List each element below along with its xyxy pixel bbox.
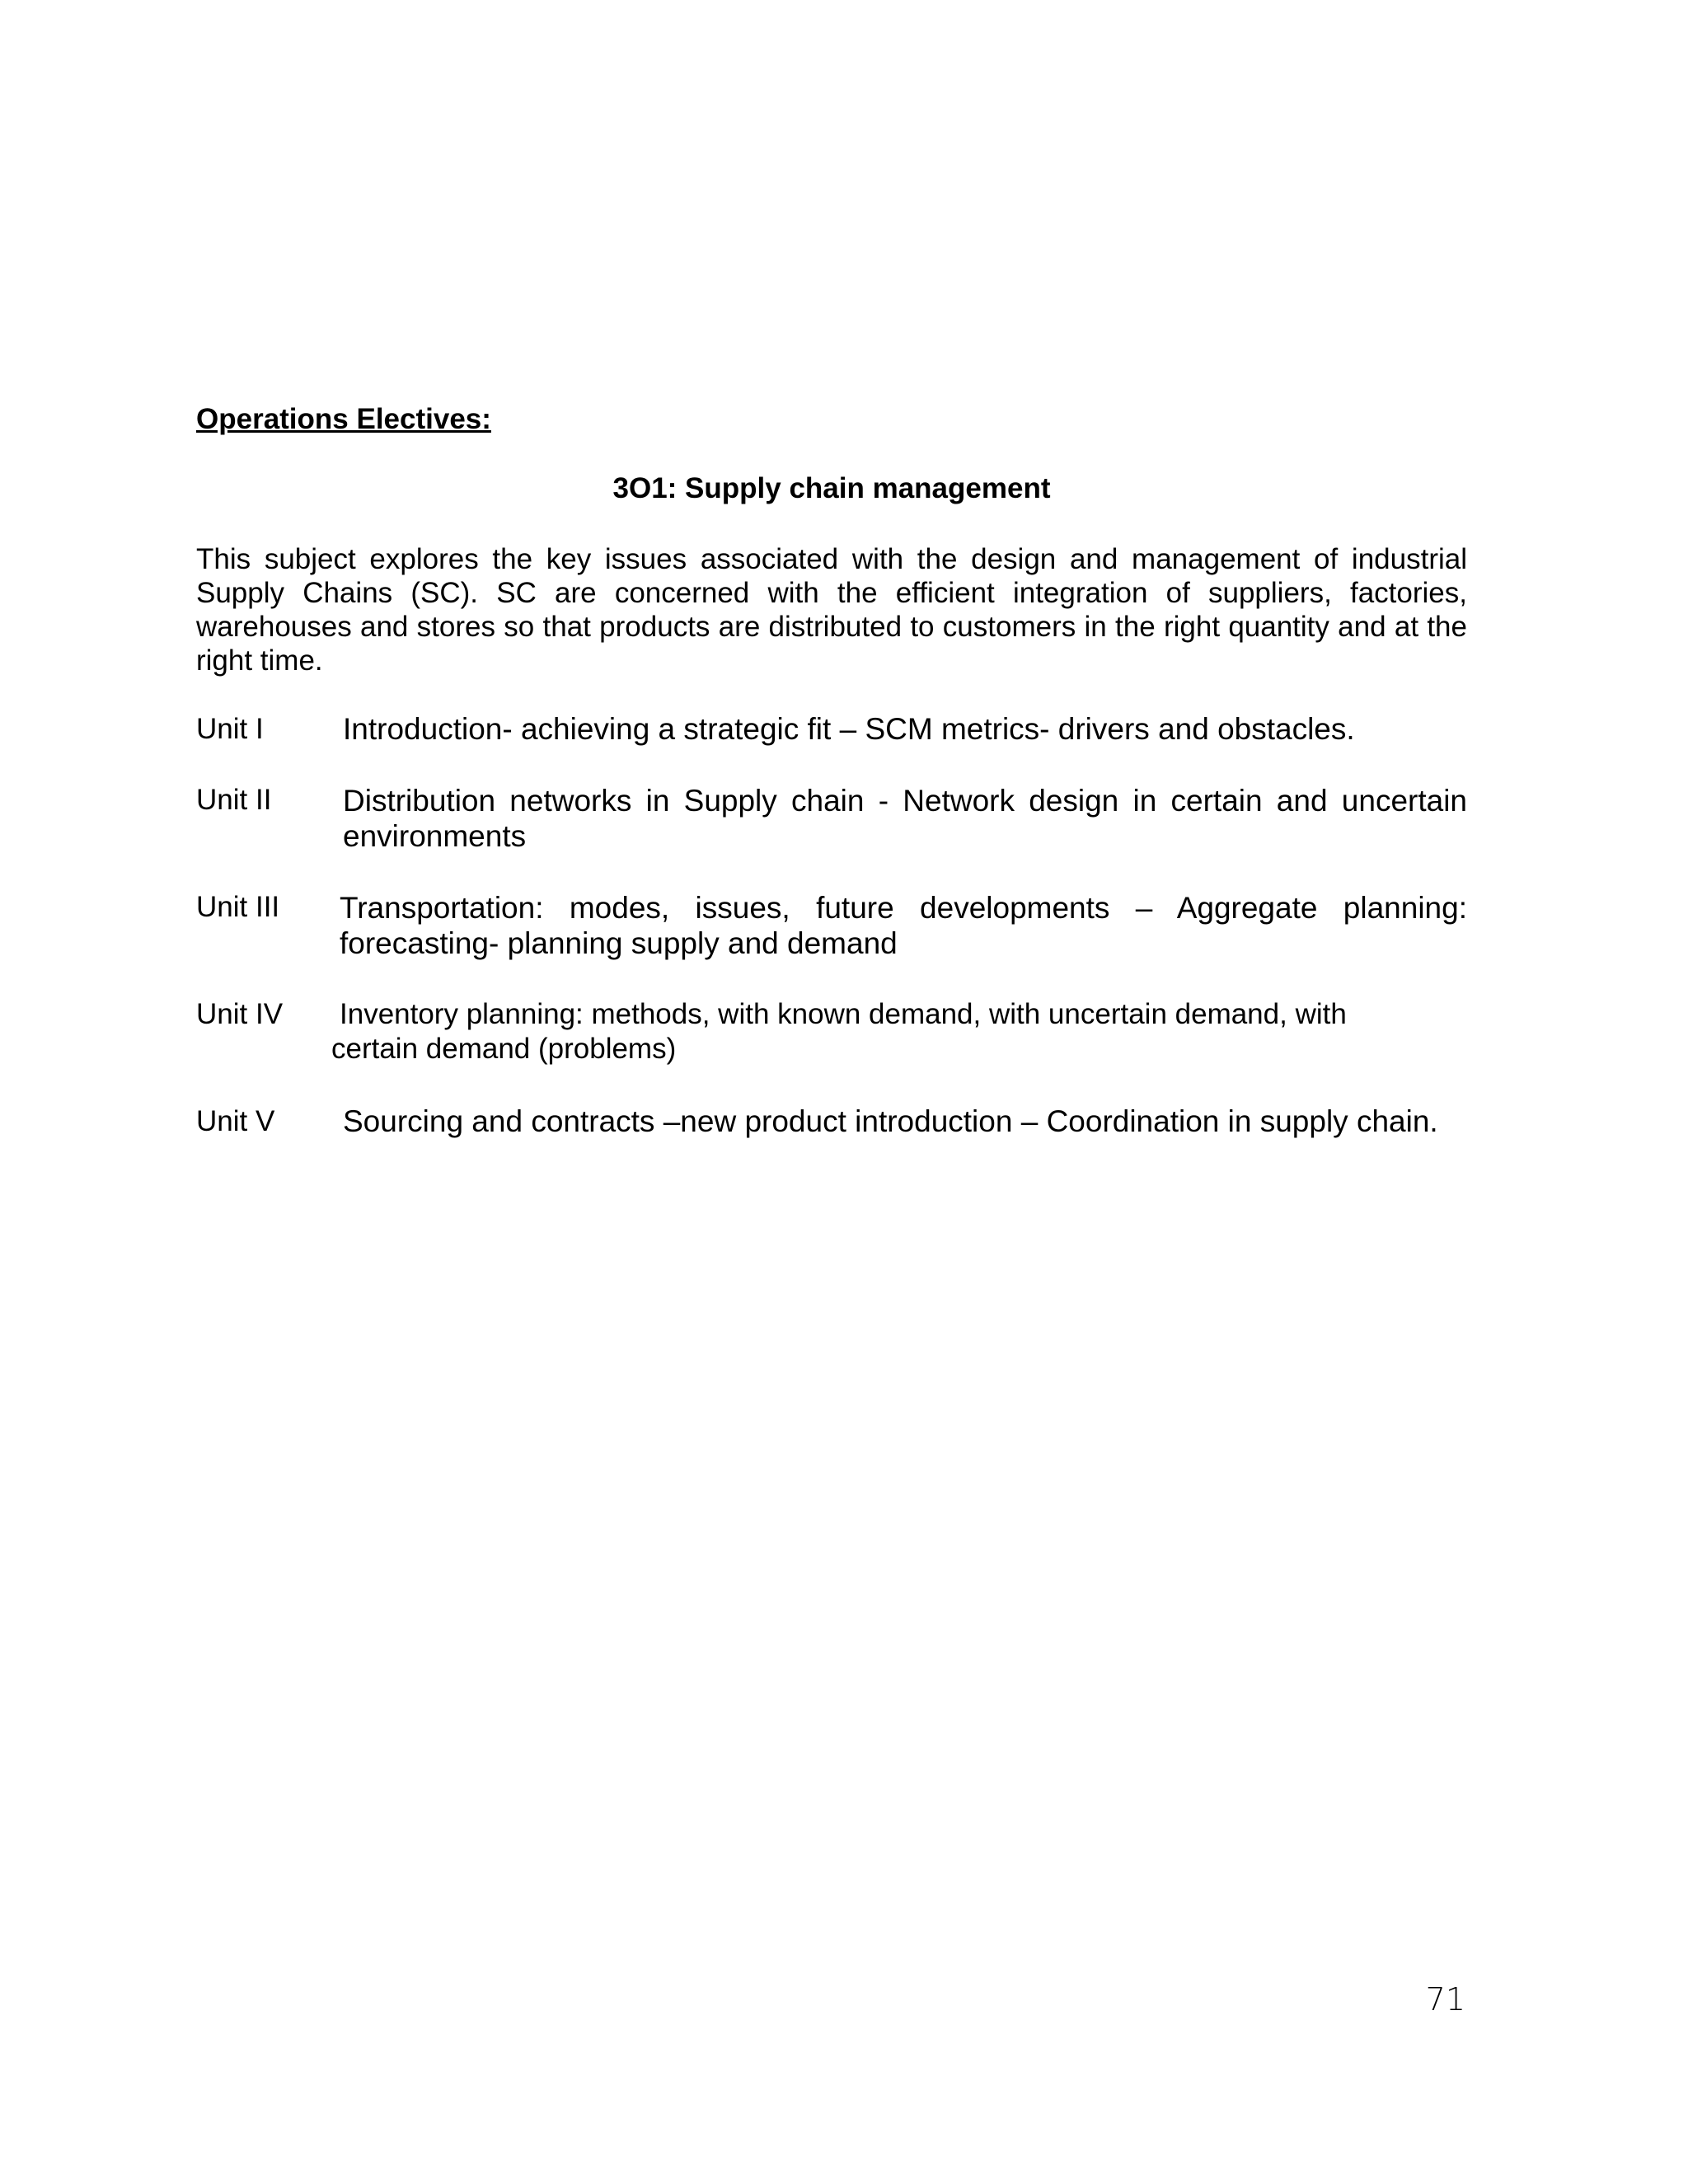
page-number: 71	[1425, 1981, 1465, 2018]
course-description: This subject explores the key issues associated with the design and management of industrial Supply Chains (SC). SC are concerned with the efficient integration of suppliers, factories, warehouses and stores so that products are distributed to customers in the right quantity and at the right time.	[196, 543, 1467, 677]
section-heading: Operations Electives:	[196, 403, 491, 435]
unit-description: Transportation: modes, issues, future developments – Aggregate planning: forecasting- planning supply and demand	[340, 891, 1467, 960]
unit-description: Inventory planning: methods, with known demand, with uncertain demand, with certain demand (problems)	[331, 998, 1347, 1065]
course-title: 3O1: Supply chain management	[612, 472, 1051, 504]
unit-label: Unit II	[196, 784, 272, 816]
unit-description: Distribution networks in Supply chain - Network design in certain and uncertain environments	[343, 784, 1467, 853]
unit-label: Unit III	[196, 891, 280, 923]
unit-label: Unit I	[196, 713, 264, 745]
unit-label: Unit IV	[196, 998, 284, 1030]
unit-description: Introduction- achieving a strategic fit – SCM metrics- drivers and obstacles.	[343, 712, 1355, 746]
unit-label: Unit V	[196, 1105, 275, 1137]
unit-description: Sourcing and contracts –new product introduction – Coordination in supply chain.	[343, 1104, 1438, 1138]
